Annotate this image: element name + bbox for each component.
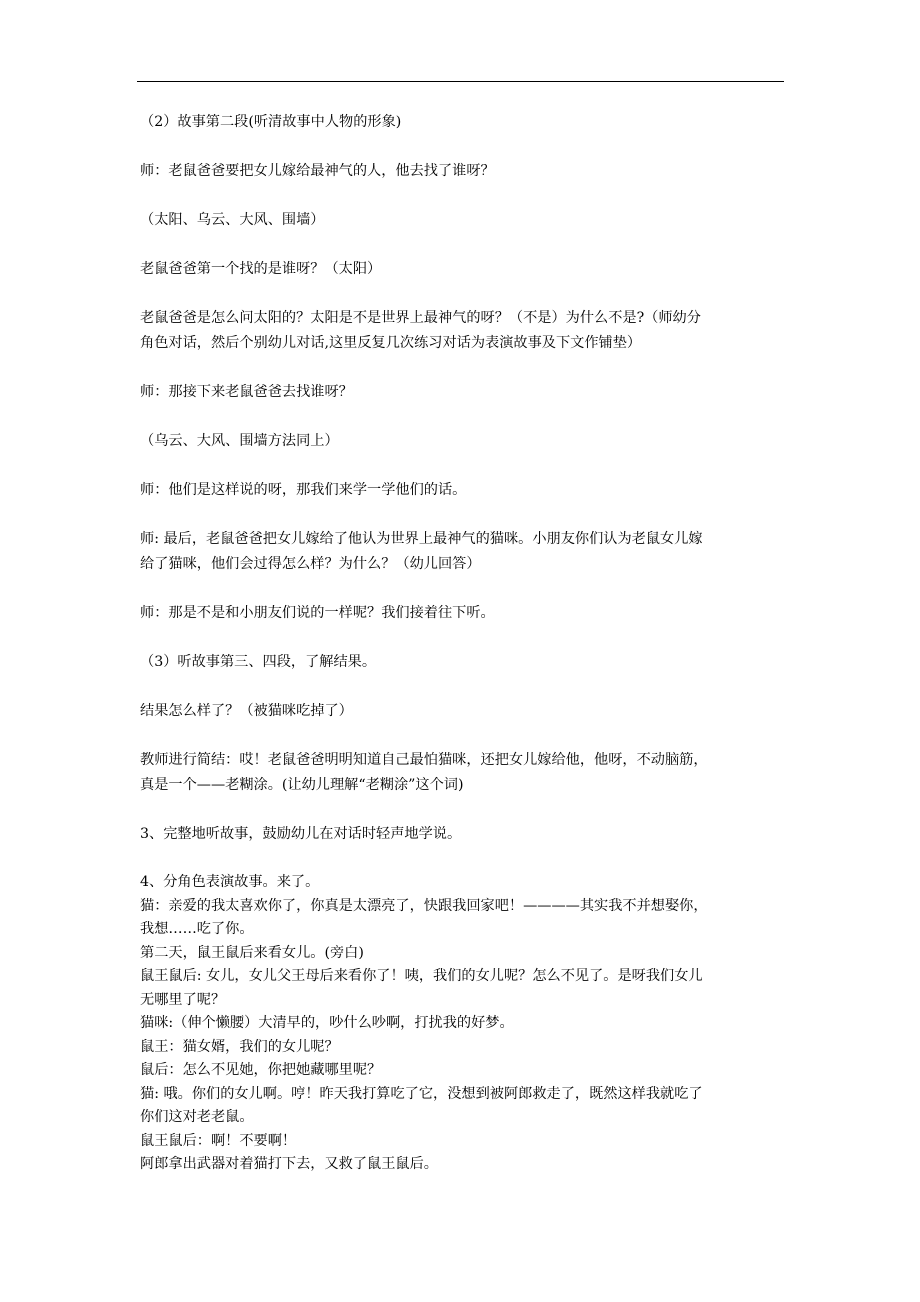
document-body xyxy=(140,110,785,1177)
text-line: 师：那是不是和小朋友们说的一样呢？我们接着往下听。 xyxy=(140,605,495,621)
paragraph-ask-sun xyxy=(140,306,785,356)
paragraph-full-listen xyxy=(140,822,785,847)
text-line: 师：那接下来老鼠爸爸去找谁呀？ xyxy=(140,384,353,400)
paragraph-teacher-summary xyxy=(140,748,785,798)
dialogue-line: 猫咪:（伸个懒腰）大清早的，吵什么吵啊，打扰我的好梦。 xyxy=(140,1015,514,1031)
paragraph-listen-on xyxy=(140,601,785,626)
text-line: （2）故事第二段(听清故事中人物的形象) xyxy=(140,114,402,130)
dialogue-line: 鼠王鼠后：啊！不要啊！ xyxy=(140,1132,297,1149)
text-line: （3）听故事第三、四段，了解结果。 xyxy=(140,654,377,670)
dialogue-line: 无哪里了呢？ xyxy=(140,991,226,1008)
text-line: 师：老鼠爸爸要把女儿嫁给最神气的人，他去找了谁呀？ xyxy=(140,163,495,179)
paragraph-result xyxy=(140,699,785,724)
role-play-dialogue xyxy=(140,871,785,1177)
paragraph-teacher-question-who xyxy=(140,159,785,184)
text-line: 师：他们是这样说的呀，那我们来学一学他们的话。 xyxy=(140,482,467,498)
paragraph-learn-words xyxy=(140,478,785,503)
paragraph-answer-list xyxy=(140,208,785,233)
text-line: 角色对话，然后个别幼儿对话,这里反复几次练习对话为表演故事及下文作铺垫） xyxy=(140,335,642,351)
text-line: 教师进行简结：哎！老鼠爸爸明明知道自己最怕猫咪，还把女儿嫁给他，他呀，不动脑筋， xyxy=(140,752,708,768)
text-line: （乌云、大风、围墙方法同上） xyxy=(140,433,339,449)
dialogue-line: 我想……吃了你。 xyxy=(140,921,254,937)
text-line: 师: 最后，老鼠爸爸把女儿嫁给了他认为世界上最神气的猫咪。小朋友你们认为老鼠女儿嫁 xyxy=(140,531,703,547)
dialogue-line: 鼠王鼠后: 女儿，女儿父王母后来看你了！咦，我们的女儿呢？怎么不见了。是呀我们女儿 xyxy=(140,968,703,984)
text-line: 真是一个——老糊涂。(让幼儿理解“老糊涂”这个词) xyxy=(140,777,464,793)
dialogue-line: 猫：亲爱的我太喜欢你了，你真是太漂亮了，快跟我回家吧！————其实我不并想娶你， xyxy=(140,897,708,914)
paragraph-story-part-two xyxy=(140,110,785,135)
paragraph-first-visit xyxy=(140,257,785,282)
paragraph-story-part-three xyxy=(140,650,785,675)
paragraph-same-method xyxy=(140,429,785,454)
dialogue-line: 4、分角色表演故事。来了。 xyxy=(140,874,320,890)
paragraph-next-visit xyxy=(140,380,785,405)
dialogue-line: 鼠后：怎么不见她，你把她藏哪里呢？ xyxy=(140,1062,382,1078)
text-line: 老鼠爸爸是怎么问太阳的？太阳是不是世界上最神气的呀？（不是）为什么不是?（师幼分 xyxy=(140,310,701,326)
text-line: 老鼠爸爸第一个找的是谁呀？（太阳） xyxy=(140,261,382,277)
dialogue-line: 你们这对老老鼠。 xyxy=(140,1109,254,1125)
dialogue-line: 第二天，鼠王鼠后来看女儿。(旁白) xyxy=(140,944,364,961)
text-line: 给了猫咪，他们会过得怎么样？为什么？（幼儿回答） xyxy=(140,556,481,572)
header-rule xyxy=(137,81,784,82)
text-line: 3、完整地听故事，鼓励幼儿在对话时轻声地学说。 xyxy=(140,826,462,842)
dialogue-line: 鼠王：猫女婿，我们的女儿呢？ xyxy=(140,1038,339,1055)
text-line: （太阳、乌云、大风、围墙） xyxy=(140,212,325,228)
text-line: 结果怎么样了？（被猫咪吃掉了） xyxy=(140,703,353,719)
dialogue-line: 阿郎拿出武器对着猫打下去，又救了鼠王鼠后。 xyxy=(140,1156,438,1172)
dialogue-line: 猫: 哦。你们的女儿啊。哼！昨天我打算吃了它，没想到被阿郎救走了，既然这样我就吃了 xyxy=(140,1085,703,1102)
paragraph-married-cat xyxy=(140,527,785,577)
